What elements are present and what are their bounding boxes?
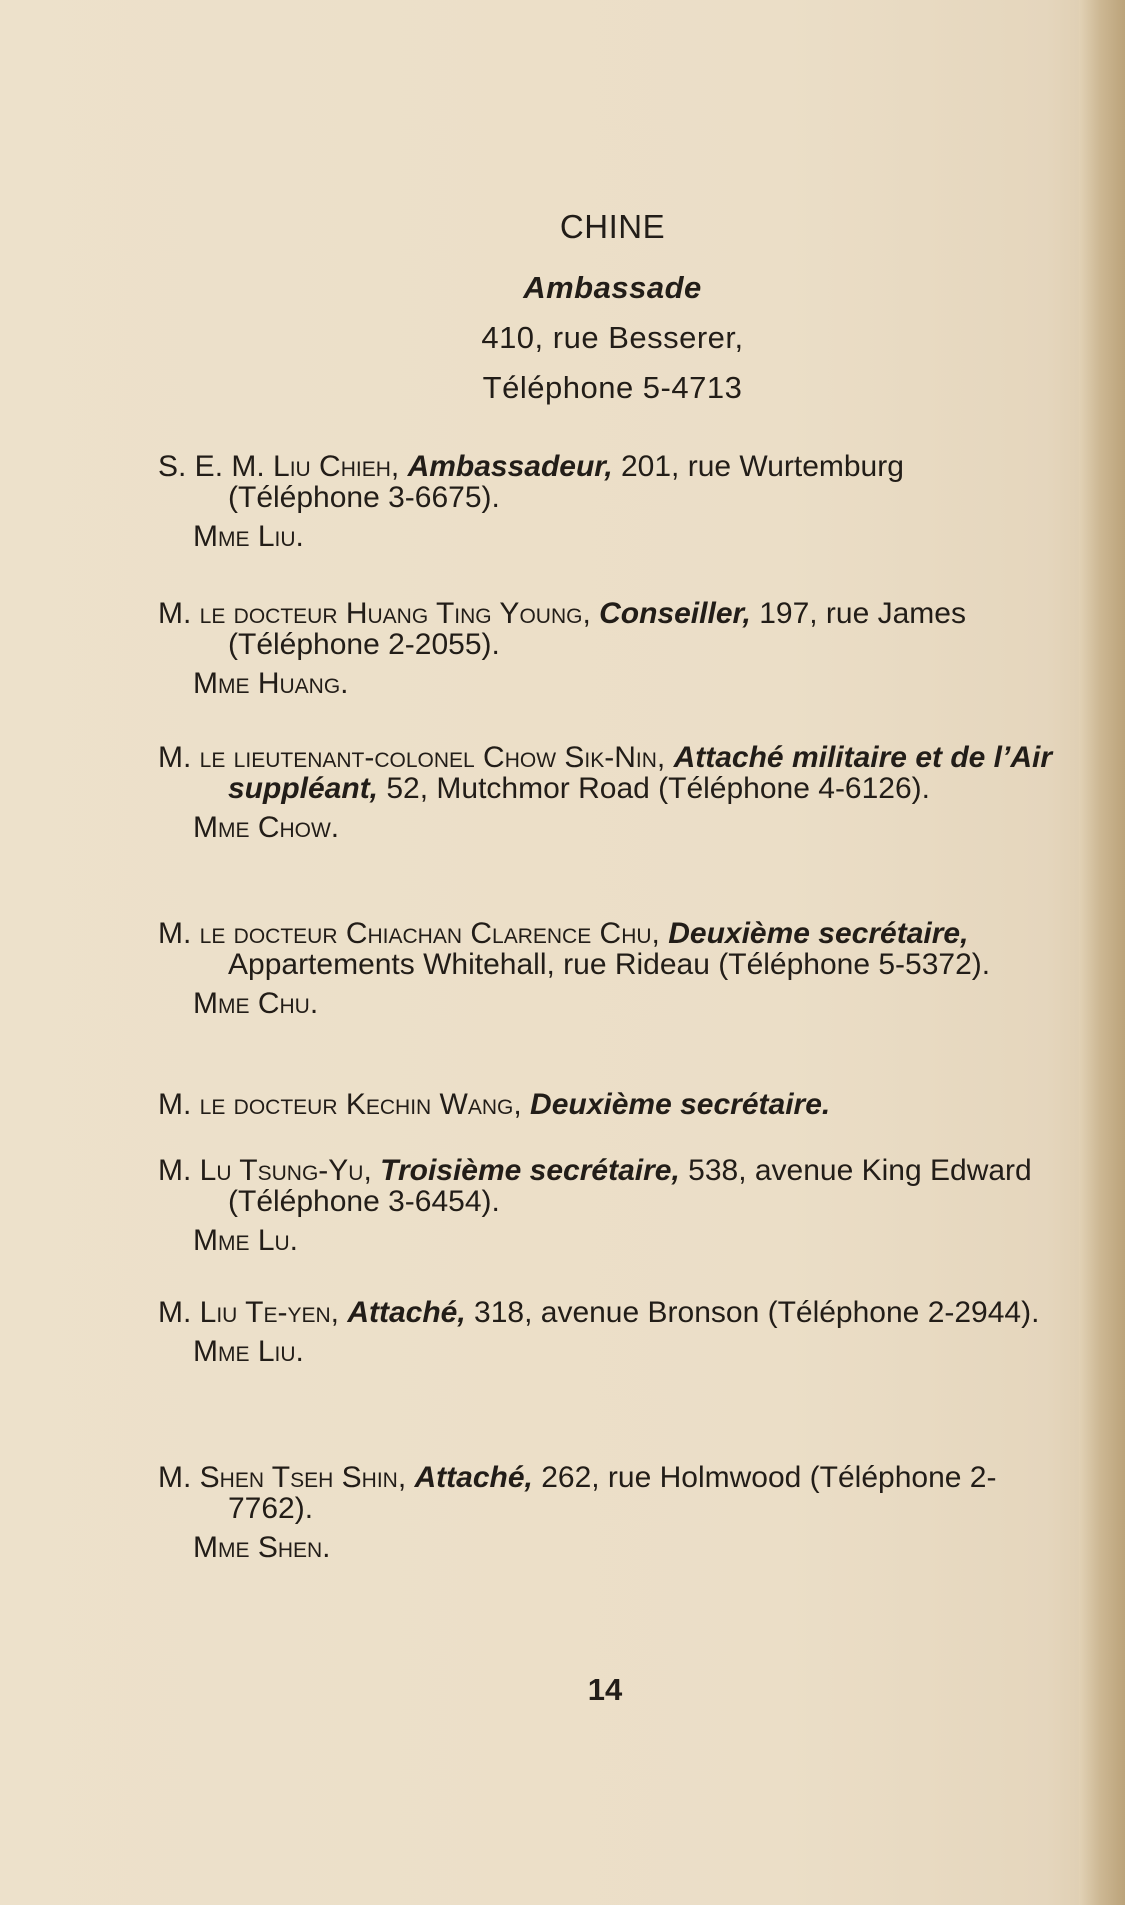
entry-details: 318, avenue Bronson (Téléphone 2-2944).	[474, 1296, 1040, 1329]
entry-spouse: Mme Liu.	[193, 1335, 304, 1368]
entry-spouse: Mme Lu.	[193, 1224, 299, 1257]
entry-title: Attaché,	[347, 1296, 466, 1329]
entry-text	[158, 918, 1058, 980]
entry-text	[158, 1297, 1058, 1328]
entry-title: Ambassadeur,	[407, 450, 613, 483]
directory-entry	[158, 1297, 1058, 1367]
directory-entry	[158, 451, 1058, 552]
entry-spouse: Mme Chu.	[193, 987, 319, 1020]
entry-title: Deuxième secrétaire.	[530, 1088, 831, 1121]
entry-details: 262, rue Holmwood (Téléphone 2-7762).	[228, 1461, 997, 1525]
entry-spouse: Mme Huang.	[193, 667, 349, 700]
entry-details: 197, rue James (Téléphone 2-2055).	[228, 597, 966, 661]
entry-details: 538, avenue King Edward (Téléphone 3-6454).	[228, 1154, 1032, 1218]
entry-details: 201, rue Wurtemburg (Téléphone 3-6675).	[228, 450, 904, 514]
entry-text	[158, 598, 1058, 660]
directory-entry	[158, 1155, 1058, 1256]
entry-title: Attaché militaire et de l’Air suppléant,	[228, 741, 1053, 805]
entry-title: Deuxième secrétaire,	[668, 917, 969, 950]
entry-name: M. le docteur Huang Ting Young,	[158, 597, 591, 630]
entry-name: M. Shen Tseh Shin,	[158, 1461, 407, 1494]
entry-name: M. le docteur Kechin Wang,	[158, 1088, 522, 1121]
entry-title: Attaché,	[414, 1461, 533, 1494]
entry-text	[158, 451, 1058, 513]
country-heading: CHINE	[559, 208, 666, 245]
entry-spouse: Mme Liu.	[193, 520, 304, 553]
entry-spouse: Mme Shen.	[193, 1531, 331, 1564]
entry-text	[158, 1155, 1058, 1217]
entry-title: Conseiller,	[599, 597, 751, 630]
entry-title: Troisième secrétaire,	[380, 1154, 680, 1187]
entry-name: S. E. M. Liu Chieh,	[158, 450, 400, 483]
entry-text	[158, 1089, 1058, 1120]
directory-entry	[158, 598, 1058, 699]
entry-details: Appartements Whitehall, rue Rideau (Téléphone 5-5372).	[228, 948, 991, 981]
entry-text	[158, 742, 1058, 804]
mission-type: Ambassade	[523, 270, 702, 305]
entry-name: M. Liu Te-yen,	[158, 1296, 339, 1329]
directory-entry	[158, 918, 1058, 1019]
directory-entry	[158, 1462, 1058, 1563]
entry-details: 52, Mutchmor Road (Téléphone 4-6126).	[386, 772, 930, 805]
directory-entry	[158, 742, 1058, 843]
entry-text	[158, 1462, 1058, 1524]
entry-name: M. le docteur Chiachan Clarence Chu,	[158, 917, 660, 950]
entry-spouse: Mme Chow.	[193, 811, 340, 844]
mission-address: 410, rue Besserer,	[481, 320, 744, 355]
page-number: 14	[587, 1672, 623, 1707]
directory-entry	[158, 1089, 1058, 1120]
entry-name: M. Lu Tsung-Yu,	[158, 1154, 372, 1187]
entry-name: M. le lieutenant-colonel Chow Sik-Nin,	[158, 741, 666, 774]
mission-telephone: Téléphone 5-4713	[482, 370, 743, 405]
